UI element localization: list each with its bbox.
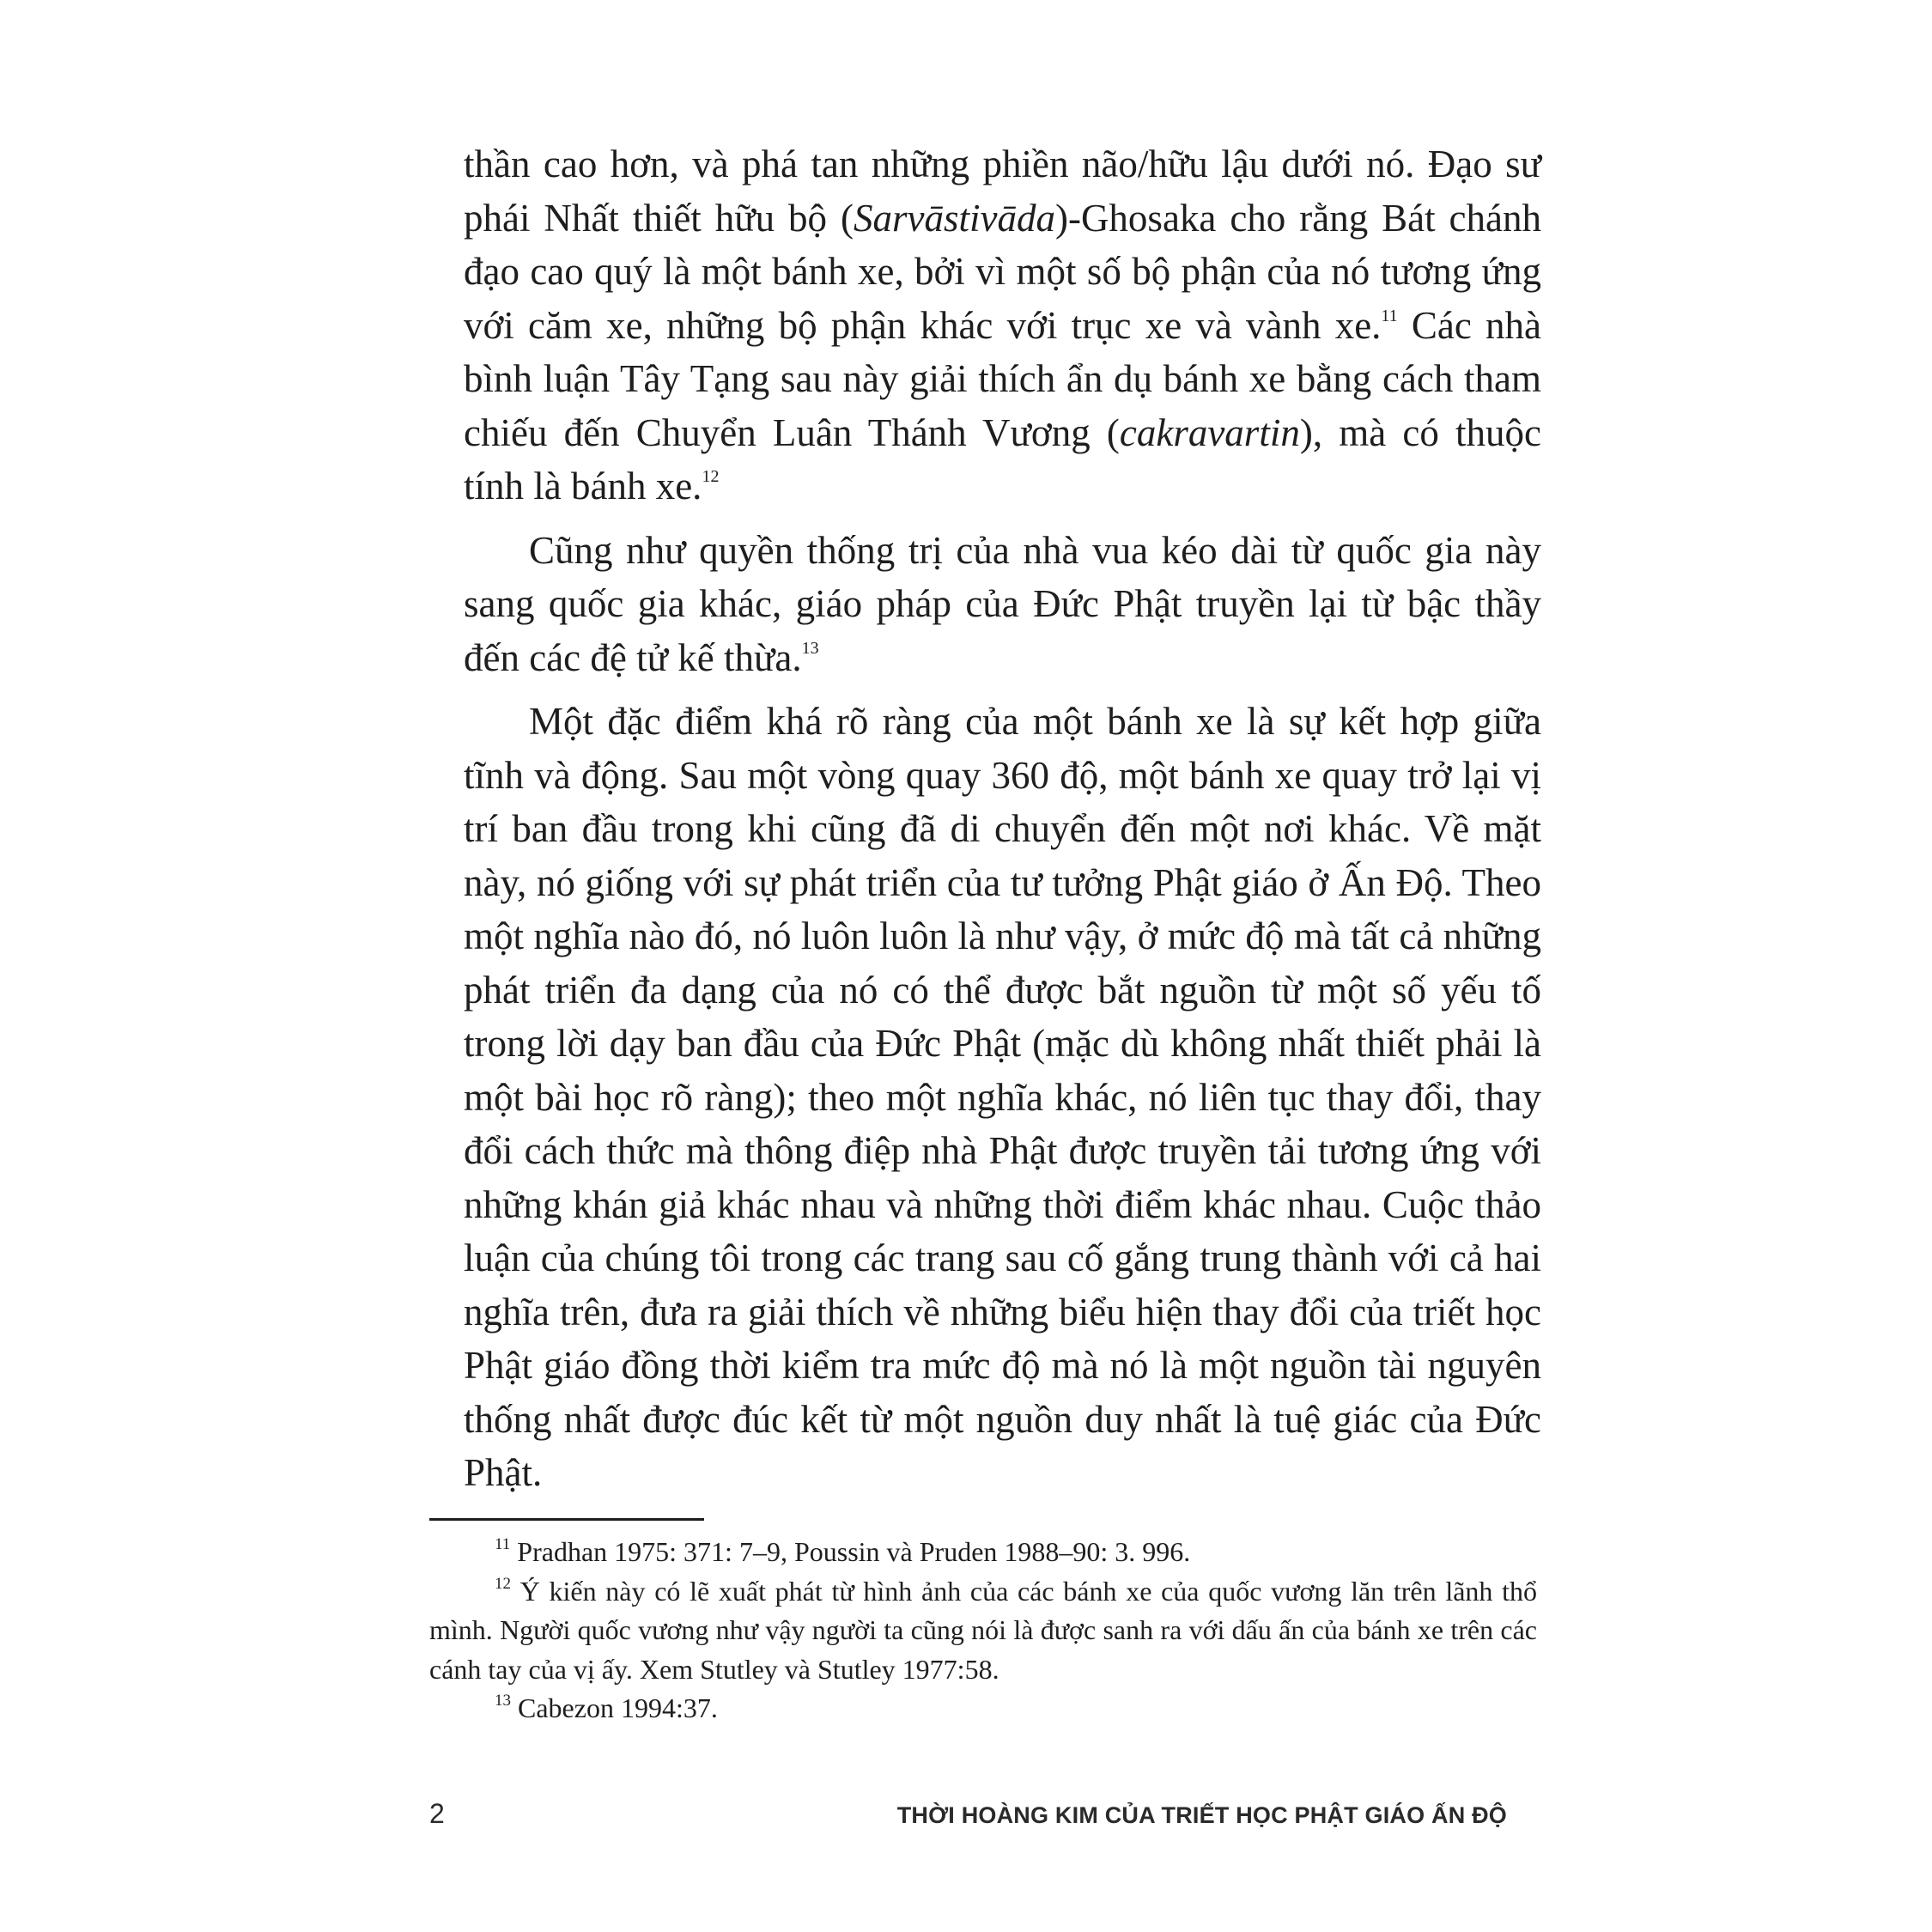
footnotes <box>429 1533 1537 1728</box>
footnote-number: 11 <box>495 1535 511 1553</box>
footnote-divider <box>429 1518 704 1521</box>
footnote-12 <box>429 1572 1537 1690</box>
footnote-text: Pradhan 1975: 371: 7–9, Poussin và Pruden 1988–90: 3. 996. <box>510 1536 1191 1567</box>
footnote-text: Cabezon 1994:37. <box>511 1692 718 1723</box>
footnote-number: 13 <box>495 1692 511 1710</box>
running-title: THỜI HOÀNG KIM CỦA TRIẾT HỌC PHẬT GIÁO ẤN ĐỘ <box>896 1802 1507 1828</box>
footnote-ref-11[interactable]: 11 <box>1381 306 1398 325</box>
term-cakravartin: cakravartin <box>1119 410 1300 454</box>
paragraph-3 <box>464 695 1541 1500</box>
footnote-11 <box>429 1533 1537 1572</box>
term-sarvastivada: Sarvāstivāda <box>853 196 1055 240</box>
paragraph-1-text-b: )-Ghosaka cho rằng Bát chánh đạo cao quý là một bánh xe, bởi vì một số bộ phận của nó tương ứng với căm xe, những bộ phận khác với trục xe và vành xe. <box>464 196 1541 347</box>
footnote-text: Ý kiến này có lẽ xuất phát từ hình ảnh của các bánh xe của quốc vương lăn trên lãnh thổ mình. Người quốc vương như vậy người ta cũng nói là được sanh ra với dấu ấn của bánh xe trên các cánh tay của vị ấy. Xem Stutley và Stutley 1977:58. <box>429 1575 1537 1685</box>
paragraph-1-text-c: Các nhà bình luận Tây Tạng sau này giải thích ẩn dụ bánh xe bằng cách tham chiếu đến Chuyển Luân Thánh Vương ( <box>464 303 1541 454</box>
page-number: 2 <box>429 1798 445 1829</box>
paragraph-2-text: Cũng như quyền thống trị của nhà vua kéo dài từ quốc gia này sang quốc gia khác, giáo pháp của Đức Phật truyền lại từ bậc thầy đến các đệ tử kế thừa. <box>464 528 1541 679</box>
footnote-13 <box>429 1689 1537 1728</box>
paragraph-1-text-a: thần cao hơn, và phá tan những phiền não/hữu lậu dưới nó. Đạo sư phái Nhất thiết hữu bộ ( <box>464 143 1541 240</box>
paragraph-1-text-d: ), mà có thuộc tính là bánh xe. <box>464 410 1541 507</box>
footnote-number: 12 <box>495 1574 511 1593</box>
footnote-ref-12[interactable]: 12 <box>702 467 720 486</box>
footnote-ref-13[interactable]: 13 <box>801 638 819 658</box>
paragraph-2 <box>464 524 1541 685</box>
body-text <box>464 137 1541 1500</box>
paragraph-1 <box>464 137 1541 513</box>
paragraph-3-text: Một đặc điểm khá rõ ràng của một bánh xe là sự kết hợp giữa tĩnh và động. Sau một vòng quay 360 độ, một bánh xe quay trở lại vị trí ban đầu trong khi cũng đã di chuyển đến một nơi khác. Về mặt này, nó giống với sự phát triển của tư tưởng Phật giáo ở Ấn Độ. Theo một nghĩa nào đó, nó luôn luôn là như vậy, ở mức độ mà tất cả những phát triển đa dạng của nó có thể được bắt nguồn từ một số yếu tố trong lời dạy ban đầu của Đức Phật (mặc dù không nhất thiết phải là một bài học rõ ràng); theo một nghĩa khác, nó liên tục thay đổi, thay đổi cách thức mà thông điệp nhà Phật được truyền tải tương ứng với những khán giả khác nhau và những thời điểm khác nhau. Cuộc thảo luận của chúng tôi trong các trang sau cố gắng trung thành với cả hai nghĩa trên, đưa ra giải thích về những biểu hiện thay đổi của triết học Phật giáo đồng thời kiểm tra mức độ mà nó là một nguồn tài nguyên thống nhất được đúc kết từ một nguồn duy nhất là tuệ giác của Đức Phật. <box>464 700 1541 1494</box>
